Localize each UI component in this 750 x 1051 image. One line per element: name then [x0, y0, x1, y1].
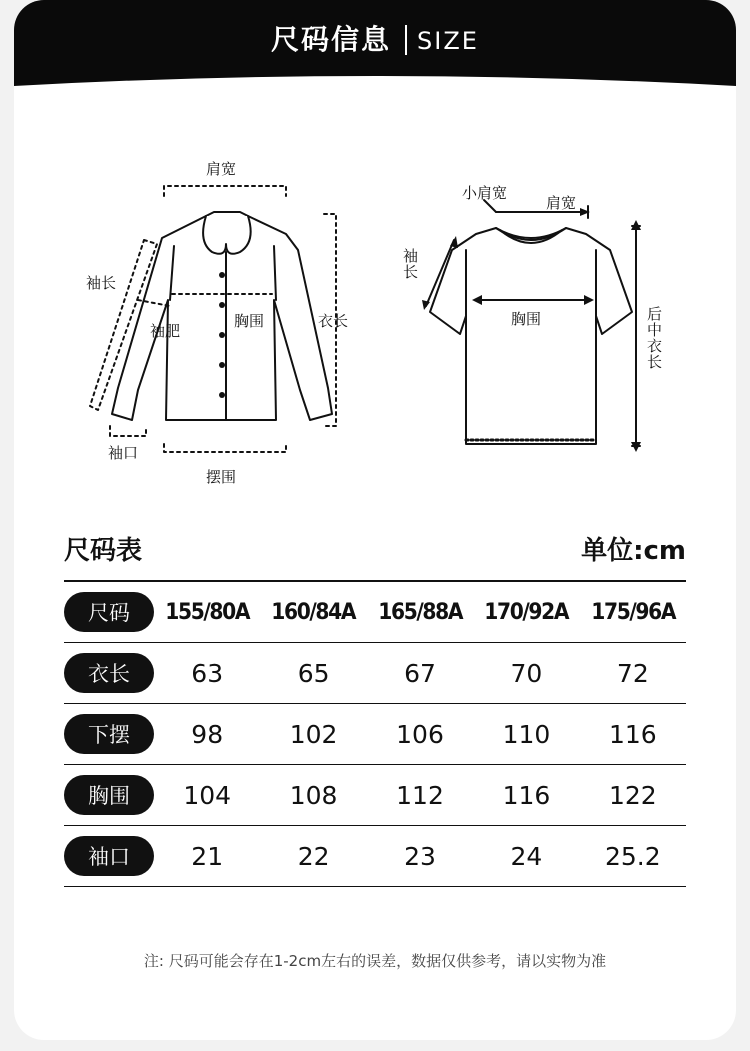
label-shirt-hem: 摆围	[206, 468, 237, 486]
size-column-header: 165/88A	[378, 599, 462, 625]
label-tee-chest: 胸围	[511, 310, 542, 328]
table-cell: 116	[502, 780, 551, 810]
size-column-header: 155/80A	[165, 599, 250, 625]
table-cell: 63	[191, 658, 224, 688]
table-cell: 110	[502, 719, 551, 749]
tshirt-drawing	[430, 228, 632, 444]
row-label-size: 尺码	[64, 592, 154, 632]
table-row	[64, 704, 686, 765]
table-row	[64, 826, 686, 887]
size-table-header	[64, 530, 686, 570]
table-cell: 70	[510, 658, 543, 688]
label-tee-shoulder: 肩宽	[546, 194, 577, 212]
table-row	[64, 765, 686, 826]
row-label: 袖口	[64, 836, 154, 876]
table-cell: 24	[510, 841, 543, 871]
banner-title-en: SIZE	[417, 27, 479, 55]
table-cell: 98	[191, 719, 224, 749]
label-tee-sleeve-length: 袖长	[401, 248, 419, 280]
table-cell: 67	[404, 658, 436, 688]
table-cell: 112	[396, 780, 444, 810]
label-shirt-sleeve-length: 袖长	[86, 274, 117, 292]
shirt-drawing	[112, 212, 332, 420]
label-tee-back-length: 后中衣长	[645, 306, 663, 370]
size-column-header: 170/92A	[484, 599, 569, 625]
row-label: 下摆	[64, 714, 154, 754]
table-cell: 23	[404, 841, 436, 871]
row-label: 胸围	[64, 775, 154, 815]
size-table-unit: 单位:cm	[581, 536, 686, 566]
label-shirt-chest: 胸围	[234, 312, 265, 330]
size-column-header: 175/96A	[590, 599, 675, 625]
table-cell: 65	[297, 658, 330, 688]
label-shirt-cuff: 袖口	[108, 444, 139, 462]
table-cell: 22	[297, 841, 330, 871]
size-column-header: 160/84A	[271, 599, 356, 625]
label-shirt-shoulder: 肩宽	[206, 160, 237, 178]
table-header-row	[64, 582, 686, 643]
table-cell: 108	[289, 780, 338, 810]
table-cell: 106	[396, 719, 444, 749]
table-cell: 102	[289, 719, 338, 749]
table-cell: 25.2	[604, 841, 661, 871]
size-table	[64, 580, 686, 887]
table-row	[64, 643, 686, 704]
label-shirt-sleeve-width: 袖肥	[150, 322, 181, 340]
table-cell: 21	[191, 841, 224, 871]
label-tee-small-shoulder: 小肩宽	[462, 184, 508, 202]
table-cell: 104	[183, 780, 232, 810]
label-shirt-body-length: 衣长	[318, 312, 349, 330]
table-cell: 72	[616, 658, 649, 688]
disclaimer-note: 注: 尺码可能会存在1-2cm左右的误差，数据仅供参考，请以实物为准	[143, 952, 607, 970]
table-cell: 122	[608, 780, 657, 810]
measurement-diagram	[14, 0, 736, 520]
row-label: 衣长	[64, 653, 154, 693]
size-info-card	[14, 0, 736, 1040]
size-table-title: 尺码表	[64, 536, 143, 566]
banner-title-zh: 尺码信息	[271, 23, 392, 56]
table-cell: 116	[608, 719, 657, 749]
